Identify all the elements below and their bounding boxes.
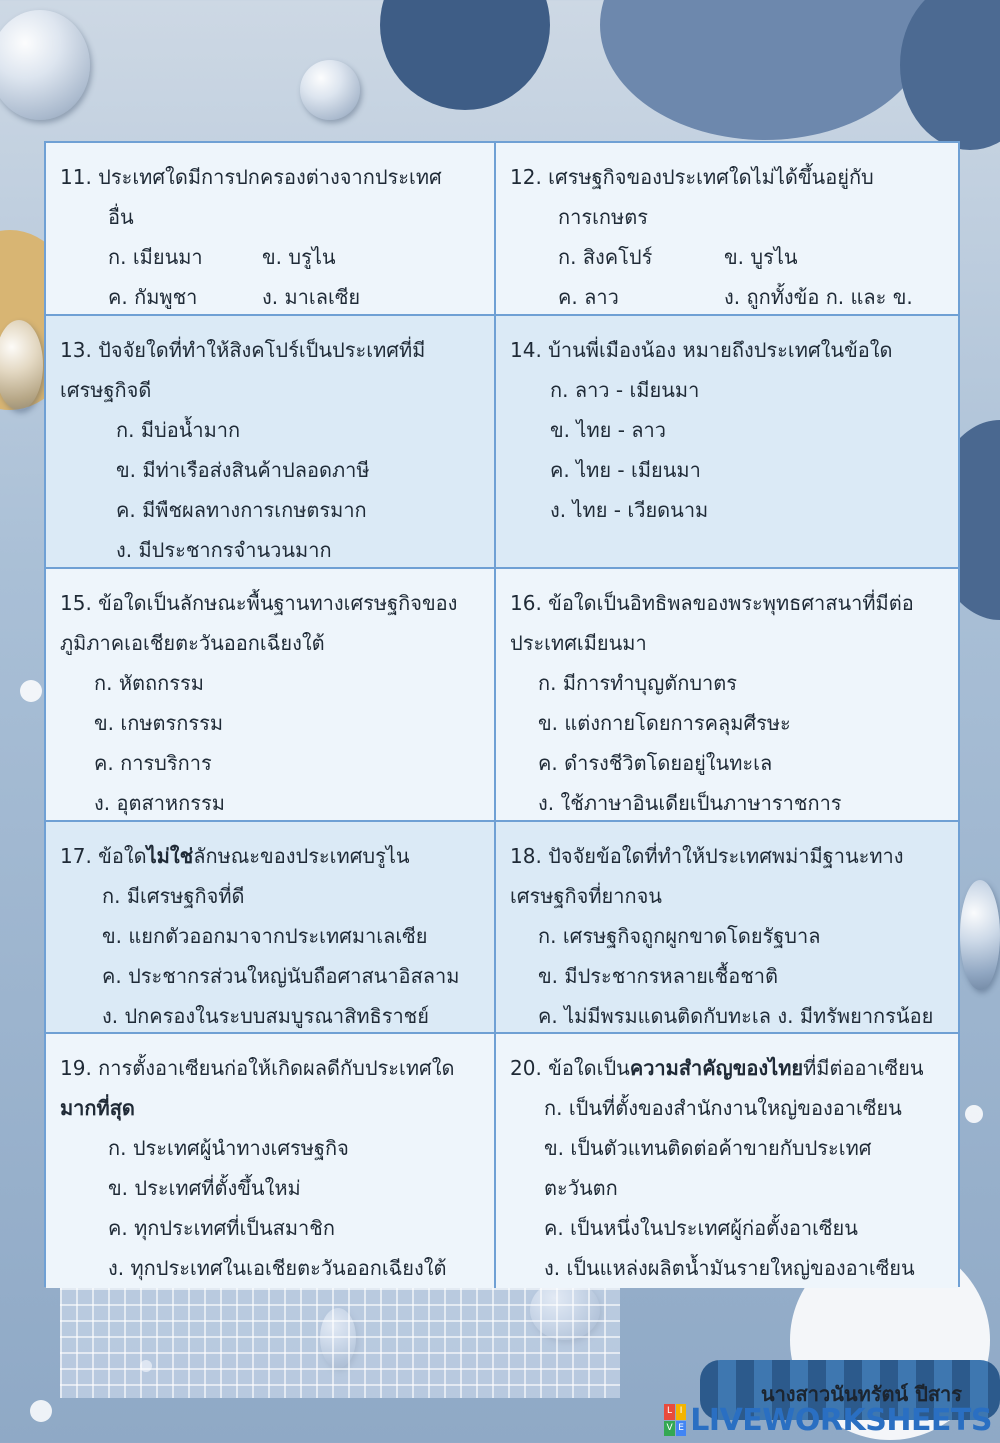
- question-17-cell: [46, 822, 496, 1034]
- option-a[interactable]: ก. มีการทำบุญตักบาตร: [538, 671, 737, 695]
- logo-tile-i: I: [676, 1404, 687, 1420]
- grid-pattern-decoration: [60, 1288, 620, 1398]
- liveworksheets-logo-icon: [664, 1404, 686, 1436]
- question-12-options-row-1: [510, 237, 944, 277]
- option-c[interactable]: ค. การบริการ: [94, 751, 212, 775]
- question-19-text-cont: [60, 1088, 480, 1128]
- question-19-cell: [46, 1034, 496, 1288]
- option-b[interactable]: ข. มีท่าเรือส่งสินค้าปลอดภาษี: [116, 458, 370, 482]
- snow-dot: [965, 1105, 983, 1123]
- option-c[interactable]: ค. ไทย - เมียนมา: [550, 458, 701, 482]
- option-d[interactable]: ง. ทุกประเทศในเอเชียตะวันออกเฉียงใต้: [108, 1256, 447, 1280]
- option-d[interactable]: ง. เป็นแหล่งผลิตน้ำมันรายใหญ่ของอาเซียน: [544, 1256, 915, 1280]
- option-a[interactable]: ก. เป็นที่ตั้งของสำนักงานใหญ่ของอาเซียน: [544, 1096, 902, 1120]
- option-c[interactable]: ค. เป็นหนึ่งในประเทศผู้ก่อตั้งอาเซียน: [544, 1216, 858, 1240]
- option-c-and-d[interactable]: ค. ไม่มีพรมแดนติดกับทะเล ง. มีทรัพยากรน้อย: [538, 1004, 934, 1028]
- option-b[interactable]: ข. แยกตัวออกมาจากประเทศมาเลเซีย: [102, 924, 428, 948]
- question-20-prefix: 20. ข้อใดเป็น: [510, 1056, 630, 1080]
- question-12-text-cont: การเกษตร: [558, 205, 648, 229]
- question-20-text: [510, 1048, 944, 1088]
- option-d[interactable]: ง. มาเลเซีย: [262, 285, 361, 309]
- option-a[interactable]: ก. มีบ่อน้ำมาก: [116, 418, 241, 442]
- question-17-suffix: ลักษณะของประเทศบรูไน: [193, 844, 410, 868]
- background-blob-navy: [380, 0, 550, 110]
- question-18-text: 18. ปัจจัยข้อใดที่ทำให้ประเทศพม่ามีฐานะทาง: [510, 844, 904, 868]
- option-b[interactable]: ข. ไทย - ลาว: [550, 418, 666, 442]
- liveworksheets-wordmark: LIVEWORKSHEETS: [690, 1402, 992, 1438]
- question-15-cell: [46, 569, 496, 822]
- option-b[interactable]: ข. เป็นตัวแทนติดต่อค้าขายกับประเทศ: [544, 1136, 872, 1160]
- background-blob-steel: [600, 0, 930, 140]
- question-11-text-cont: อื่น: [108, 205, 134, 229]
- option-d[interactable]: ง. ใช้ภาษาอินเดียเป็นภาษาราชการ: [538, 791, 842, 815]
- question-12-text: 12. เศรษฐกิจของประเทศใดไม่ได้ขึ้นอยู่กับ: [510, 165, 874, 189]
- option-a[interactable]: ก. ลาว - เมียนมา: [550, 378, 700, 402]
- option-d[interactable]: ง. ไทย - เวียดนาม: [550, 498, 709, 522]
- liveworksheets-brand[interactable]: [664, 1402, 992, 1438]
- logo-tile-v: V: [664, 1421, 675, 1437]
- question-12-options-row-2: [510, 277, 944, 317]
- question-13-text-cont: เศรษฐกิจดี: [60, 378, 152, 402]
- option-a[interactable]: ก. มีเศรษฐกิจที่ดี: [102, 884, 245, 908]
- question-11-options-row-1: [60, 237, 480, 277]
- question-13-cell: [46, 316, 496, 569]
- question-11-options-row-2: [60, 277, 480, 317]
- option-c[interactable]: ค. กัมพูชา: [108, 285, 198, 309]
- water-drop: [300, 60, 360, 120]
- question-14-cell: [496, 316, 958, 569]
- option-a[interactable]: ก. เมียนมา: [108, 245, 203, 269]
- snow-dot: [20, 680, 42, 702]
- option-b[interactable]: ข. ประเทศที่ตั้งขึ้นใหม่: [108, 1176, 301, 1200]
- option-c[interactable]: ค. ดำรงชีวิตโดยอยู่ในทะเล: [538, 751, 773, 775]
- option-d[interactable]: ง. ปกครองในระบบสมบูรณาสิทธิราชย์: [102, 1004, 429, 1028]
- logo-tile-l: L: [664, 1404, 675, 1420]
- question-15-text: 15. ข้อใดเป็นลักษณะพื้นฐานทางเศรษฐกิจของ: [60, 591, 458, 615]
- option-a[interactable]: ก. สิงคโปร์: [558, 245, 653, 269]
- question-18-cell: [496, 822, 958, 1034]
- question-17-prefix: 17. ข้อใด: [60, 844, 147, 868]
- question-11-cell: [46, 143, 496, 316]
- option-b[interactable]: ข. มีประชากรหลายเชื้อชาติ: [538, 964, 779, 988]
- option-b[interactable]: ข. เกษตรกรรม: [94, 711, 224, 735]
- question-11-text: 11. ประเทศใดมีการปกครองต่างจากประเทศ: [60, 165, 442, 189]
- author-name: นางสาวนันทรัตน์ ปีสาร: [760, 1382, 962, 1406]
- question-16-cell: [496, 569, 958, 822]
- option-a[interactable]: ก. ประเทศผู้นำทางเศรษฐกิจ: [108, 1136, 349, 1160]
- option-c[interactable]: ค. มีพืชผลทางการเกษตรมาก: [116, 498, 367, 522]
- question-12-cell: [496, 143, 958, 316]
- logo-tile-e: E: [676, 1421, 687, 1437]
- question-17-text: [60, 836, 480, 876]
- question-18-text-cont: เศรษฐกิจที่ยากจน: [510, 884, 662, 908]
- question-16-text-cont: ประเทศเมียนมา: [510, 631, 647, 655]
- option-d[interactable]: ง. อุตสาหกรรม: [94, 791, 225, 815]
- option-c[interactable]: ค. ลาว: [558, 285, 619, 309]
- question-20-cell: [496, 1034, 958, 1288]
- option-a[interactable]: ก. หัตถกรรม: [94, 671, 204, 695]
- question-16-text: 16. ข้อใดเป็นอิทธิพลของพระพุทธศาสนาที่มีต่อ: [510, 591, 914, 615]
- question-20-suffix: ที่มีต่ออาเซียน: [803, 1056, 924, 1080]
- option-c[interactable]: ค. ประชากรส่วนใหญ่นับถือศาสนาอิสลาม: [102, 964, 460, 988]
- question-17-emphasis: ไม่ใช่: [146, 844, 194, 868]
- snow-dot: [30, 1400, 52, 1422]
- option-b-cont[interactable]: ตะวันตก: [544, 1176, 618, 1200]
- option-b[interactable]: ข. บูรไน: [724, 245, 798, 269]
- quiz-table: [44, 141, 960, 1287]
- question-13-text: 13. ปัจจัยใดที่ทำให้สิงคโปร์เป็นประเทศที่มี: [60, 338, 426, 362]
- question-14-text: 14. บ้านพี่เมืองน้อง หมายถึงประเทศในข้อใด: [510, 338, 893, 362]
- question-19-text: 19. การตั้งอาเซียนก่อให้เกิดผลดีกับประเทศใด: [60, 1056, 455, 1080]
- background-blob-navy-right: [900, 0, 1000, 150]
- option-c[interactable]: ค. ทุกประเทศที่เป็นสมาชิก: [108, 1216, 335, 1240]
- option-d[interactable]: ง. มีประชากรจำนวนมาก: [116, 538, 332, 562]
- option-a[interactable]: ก. เศรษฐกิจถูกผูกขาดโดยรัฐบาล: [538, 924, 821, 948]
- question-19-emphasis: มากที่สุด: [60, 1096, 135, 1120]
- question-20-emphasis: ความสำคัญของไทย: [629, 1056, 804, 1080]
- option-b[interactable]: ข. แต่งกายโดยการคลุมศีรษะ: [538, 711, 791, 735]
- water-drop: [960, 880, 1000, 990]
- question-15-text-cont: ภูมิภาคเอเชียตะวันออกเฉียงใต้: [60, 631, 325, 655]
- water-drop: [0, 10, 90, 120]
- option-b[interactable]: ข. บรูไน: [262, 245, 336, 269]
- option-d[interactable]: ง. ถูกทั้งข้อ ก. และ ข.: [724, 285, 913, 309]
